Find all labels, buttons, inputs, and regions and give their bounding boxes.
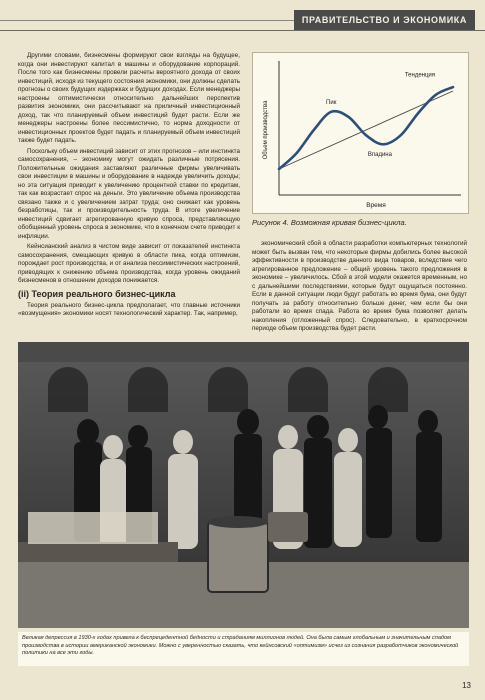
photo-caption: Великая депрессия в 1930-х годах привела к беспрецедентной бедности и страданиям миллионов людей. Она была самым глобальным и значительным спадом производства в истории американской экономики. Можно с уверенностью сказать, что кейнсовский «оптимизм» исчез из сознания разработчиков экономической политики на все эти годы. <box>18 632 469 666</box>
business-cycle-chart <box>252 52 469 214</box>
figure-caption: Рисунок 4. Возможная кривая бизнес-цикла. <box>252 218 407 227</box>
header-rule <box>0 20 300 21</box>
business-cycle-curve <box>279 87 453 169</box>
chart-svg <box>253 53 468 213</box>
y-axis-label: Объем производства <box>263 100 269 160</box>
chart-annotation: Тенденция <box>404 72 436 79</box>
chart-annotation: Впадина <box>367 152 392 158</box>
depression-photo <box>18 342 469 628</box>
photo-illustration <box>18 342 469 628</box>
x-axis-label: Время <box>366 202 386 209</box>
subheading: (ii) Теория реального бизнес-цикла <box>18 288 176 299</box>
paragraph: Поскольку объем инвестиций зависит от этих прогнозов – или инстинкта самосохранения, – экономику могут ожидать различные потрясения. Положительные ожидания заставляют различные фирмы увеличивать свои инвестиции в машины и оборудование в надежде увеличить доходы; но эта ситуация приводит к увеличению процентной ставки по кредитам, так как возрастает спрос на деньги. Это увеличение объема производства связано также и с увеличением затрат труда; оно снижает как уровень безработицы, так и производительность труда. В итоге увеличение инвестиций сдвигает агрегированную кривую спроса, представляющую обобщенный уровень спроса в экономике, что в конечном счете приводит к инфляции. <box>18 147 240 240</box>
paragraph: Теория реального бизнес-цикла предполагает, что главные источники «возмущения» экономики носят технологический характер. Так, например, <box>18 301 240 318</box>
right-text-column <box>252 240 467 336</box>
page-number: 13 <box>462 681 471 690</box>
page-header <box>0 10 485 31</box>
paragraph: Кейнсианский анализ в чистом виде зависит от показателей инстинкта самосохранения, смещающих кривую в области пика, когда оптимизм, порождает рост производства, и от анализа пессимистических настроений, приводящих к снижению объема производства, когда уровень ожиданий бизнесменов в отношении доходов понижается. <box>18 243 240 284</box>
paragraph: экономический сбой в области разработки компьютерных технологий может быть вызван тем, что некоторые фирмы добились более высокой эффективности в производстве данного вида товаров, вследствие чего агрегированное предложение – общий уровень такого предложения в экономике – увеличилось. Сбой в этой модели окажется временным, но с дальнейшими последствиями, которые будут ощущаться постоянно. Если в данной ситуации люди будут работать во время бума, они будут получать за работу относительно больше денег, чем если бы они работали во время спада. Работа во время бума позволяет делать накопления (отложенный спрос). Следовательно, в краткосрочном периоде объем производства будет расти. <box>252 240 467 332</box>
chart-annotation: Пик <box>326 100 337 106</box>
left-text-column <box>18 52 240 321</box>
paragraph: Другими словами, бизнесмены формируют свои взгляды на будущее, когда они инвестируют капитал в машины и оборудование корпораций. После того как бизнесмены провели расчеты вероятного дохода от своих инвестиций, исходя из текущего состояния экономики, они должны сделать прогнозы о своих будущих издержках и будущих доходах. Если менеджеры настроены оптимистически относительно дальнейших перспектив развития экономики, они рассчитывают на приличный инвестиционный доход, так что планируемый объем инвестиций будет расти. Если же менеджеры настроены более пессимистично, то норма доходности от инвестиционных проектов будет падать и планируемый объем инвестиций также будет падать. <box>18 52 240 144</box>
section-title: ПРАВИТЕЛЬСТВО И ЭКОНОМИКА <box>294 10 475 30</box>
